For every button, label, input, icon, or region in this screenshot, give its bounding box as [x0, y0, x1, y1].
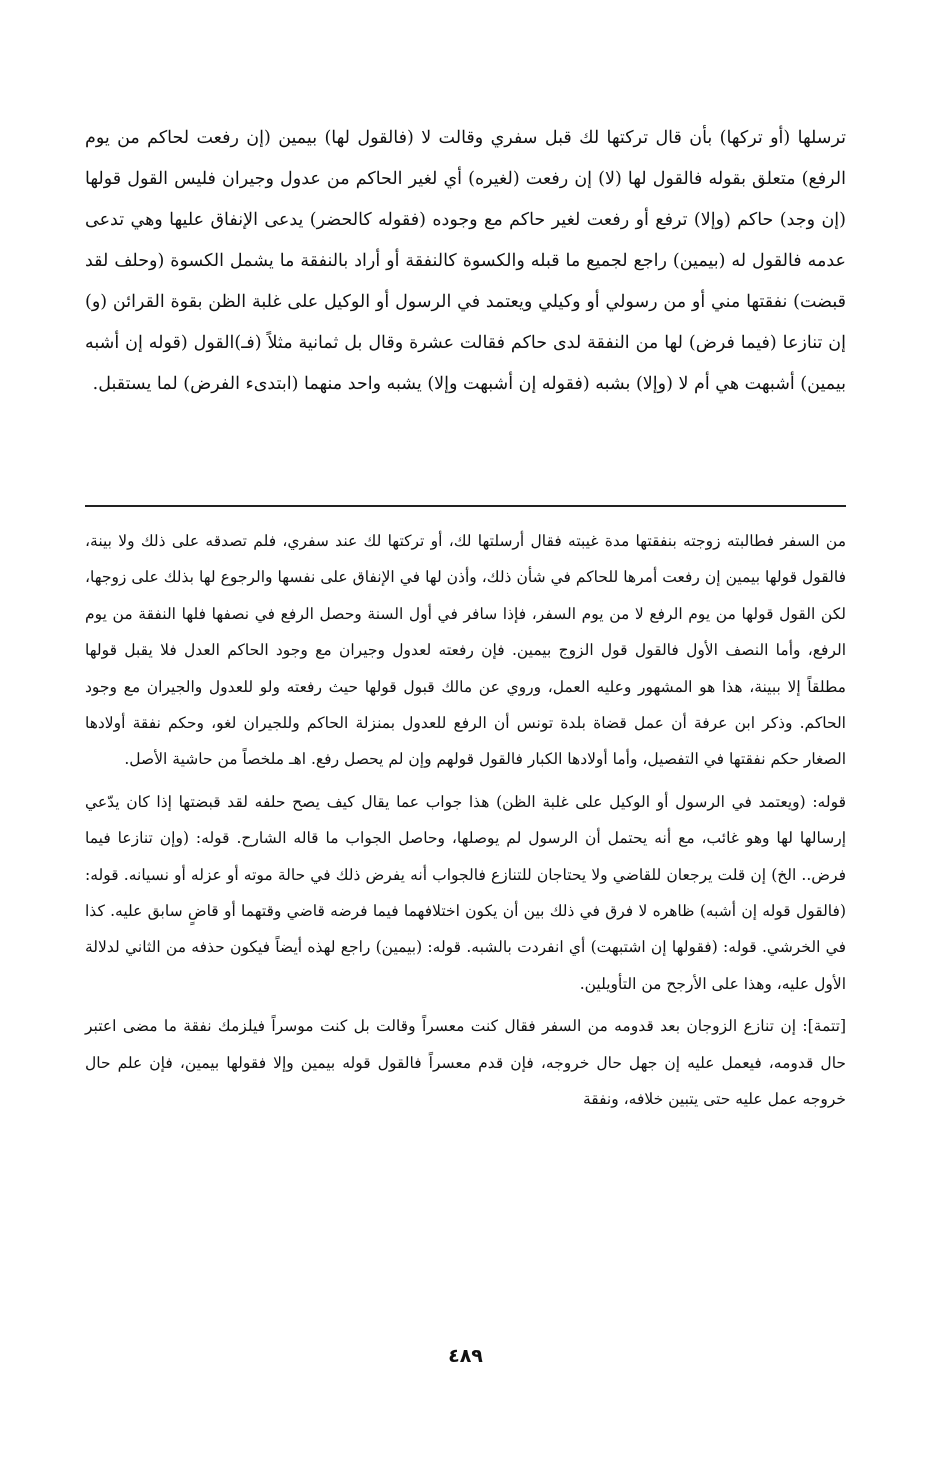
- footnote-paragraph: [تتمة]: إن تنازع الزوجان بعد قدومه من السفر فقال كنت معسراً وقالت بل كنت موسراً فيلزمك نفقة ما مضى اعتبر حال قدومه، فيعمل عليه إن جهل حال خروجه، فإن قدم معسراً فالقول قوله بيمين وإلا فقولها بيمين، فإن علم حال خروجه عمل عليه حتى يتبين خلافه، ونفقة: [85, 1017, 846, 1109]
- footnote-paragraph: من السفر فطالبته زوجته بنفقتها مدة غيبته فقال أرسلتها لك، أو تركتها لك عند سفري، فلم تصدقه على ذلك ولا بينة، فالقول قولها بيمين إن رفعت أمرها للحاكم في شأن ذلك، وأذن لها في الإنفاق على نفسها والرجوع لها بذلك على زوجها، لكن القول قولها من يوم الرفع لا من يوم السفر، فإذا سافر في أول السنة وحصل الرفع في نصفها فلها النفقة من يوم الرفع، وأما النصف الأول فالقول قول الزوج بيمين. فإن رفعته لعدول وجيران مع وجود الحاكم العدل فلا يقبل قولها مطلقاً إلا ببينة، هذا هو المشهور وعليه العمل، وروي عن مالك قبول قولها حيث رفعته ولو للعدول والجيران مع وجود الحاكم. وذكر ابن عرفة أن عمل قضاة بلدة تونس أن الرفع للعدول بمنزلة الحاكم وللجيران لغو، وحكم نفقة أولادها الصغار حكم نفقتها في التفصيل، وأما أولادها الكبار فالقول قولهم وإن لم يحصل رفع. اهـ ملخصاً من حاشية الأصل.: [85, 532, 846, 769]
- main-paragraph: ترسلها (أو تركها) بأن قال تركتها لك قبل سفري وقالت لا (فالقول لها) بيمين (إن رفعت لحاكم من يوم الرفع) متعلق بقوله فالقول لها (لا) إن رفعت (لغيره) أي لغير الحاكم من عدول وجيران فليس القول قولها (إن وجد) حاكم (وإلا) ترفع أو رفعت لغير حاكم مع وجوده (فقوله كالحضر) يدعى الإنفاق عليها وهي تدعى عدمه فالقول له (بيمين) راجع لجميع ما قبله والكسوة كالنفقة أو أراد بالنفقة ما يشمل الكسوة (وحلف لقد قبضت) نفقتها مني أو من رسولي أو وكيلي ويعتمد في الرسول أو الوكيل على غلبة الظن بقوة القرائن (و) إن تنازعا (فيما فرض) لها من النفقة لدى حاكم فقالت عشرة وقال بل ثمانية مثلاً (فـ)القول (قوله إن أشبه بيمين) أشبهت هي أم لا (وإلا) بشبه (فقوله إن أشبهت وإلا) يشبه واحد منهما (ابتدىء الفرض) لما يستقبل.: [85, 128, 846, 394]
- footnote-separator: [85, 505, 846, 507]
- page-number: ٤٨٩: [448, 1345, 483, 1367]
- footnote-paragraph: قوله: (ويعتمد في الرسول أو الوكيل على غلبة الظن) هذا جواب عما يقال كيف يصح حلفه لقد قبضتها إذا كان يدّعي إرسالها لها وهو غائب، مع أنه يحتمل أن الرسول لم يوصلها، وحاصل الجواب ما قاله الشارح. قوله: (وإن تنازعا فيما فرض.. الخ) إن قلت يرجعان للقاضي ولا يحتاجان للتنازع فالجواب أنه يفرض ذلك في حالة موته أو عزله أو نسيانه. قوله: (فالقول قوله إن أشبه) ظاهره لا فرق في ذلك بين أن يكون اختلافهما فيما فرضه قاضي وقتهما أو قاضٍ سابق عليه. كذا في الخرشي. قوله: (فقولها إن اشتبهت) أي انفردت بالشبه. قوله: (بيمين) راجع لهذه أيضاً فيكون حذفه من الثاني لدلالة الأول عليه، وهذا على الأرجح من التأويلين.: [85, 792, 846, 993]
- document-page: [85, 118, 846, 1470]
- main-text-block: [85, 118, 846, 493]
- footnotes-block: [85, 523, 846, 1118]
